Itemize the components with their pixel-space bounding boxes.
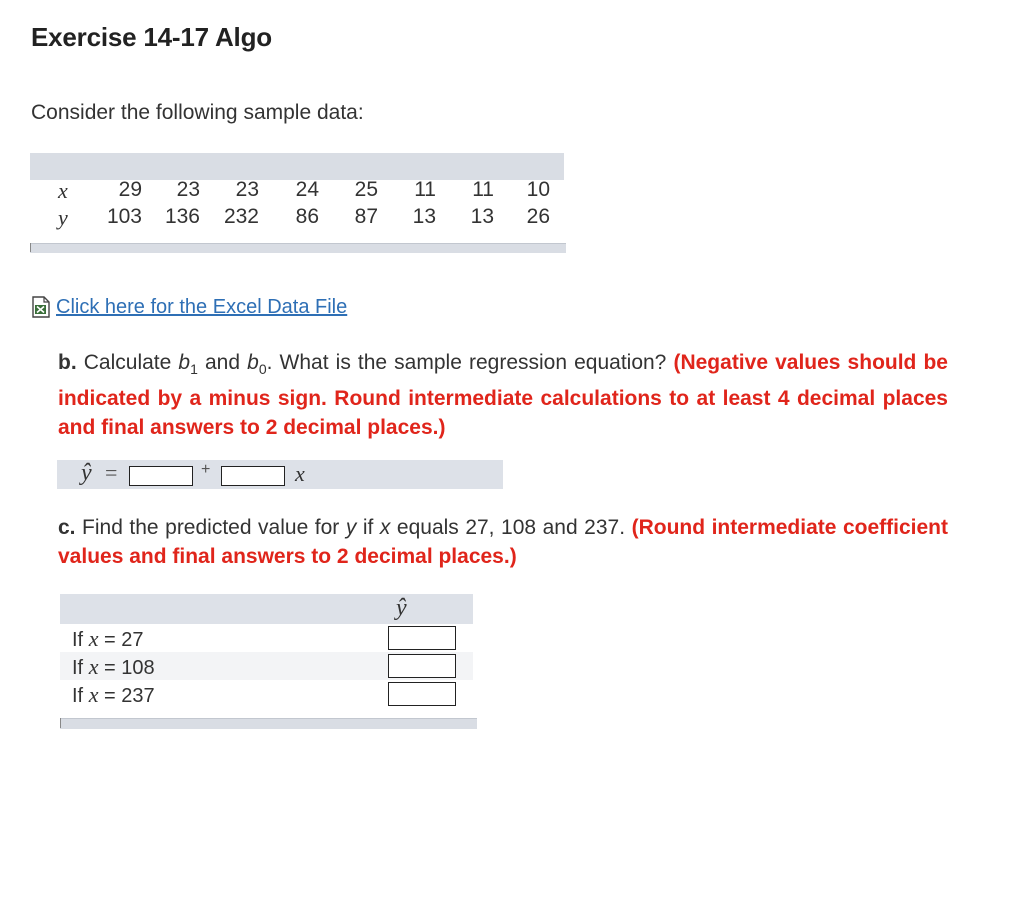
if-text: if: [362, 516, 374, 539]
y-hat-header: ŷ: [396, 595, 407, 621]
x-cell: 25: [354, 178, 378, 201]
prediction-table-footer: [60, 718, 477, 729]
x-cell: 24: [295, 178, 319, 201]
equals-sign: =: [105, 460, 118, 485]
excel-link-row: [30, 294, 347, 320]
y-cell: 87: [354, 205, 378, 228]
prediction-input-237[interactable]: [388, 682, 456, 706]
and-text: and: [205, 351, 241, 374]
x-cell: 11: [472, 178, 494, 201]
b1-symbol: $b_1$: [178, 351, 198, 378]
regression-equation: [57, 460, 503, 489]
question-c-text-2: equals 27, 108 and 237.: [396, 516, 626, 539]
question-b-label: b.: [58, 351, 77, 374]
y-cell: 136: [164, 205, 200, 228]
y-cell: 232: [223, 205, 259, 228]
y-cell: 86: [295, 205, 319, 228]
prediction-input-108[interactable]: [388, 654, 456, 678]
x-cell: 23: [176, 178, 200, 201]
y-cell: 103: [106, 205, 142, 228]
row-label-x: x: [58, 178, 68, 203]
instruction-c: (Round intermediate coefficient values and final answers to 2 decimal places.): [58, 516, 948, 568]
row-label: If x = 108: [72, 654, 155, 679]
x-variable: x: [295, 461, 305, 486]
y-cell: 26: [526, 205, 550, 228]
question-c-label: c.: [58, 516, 76, 539]
prediction-table-header: [60, 594, 473, 624]
page-title: Exercise 14-17 Algo: [31, 22, 272, 52]
y-cell: 13: [470, 205, 494, 228]
question-c-text: Find the predicted value for: [82, 516, 340, 539]
y-variable: y: [345, 516, 357, 539]
data-table-footer: [30, 243, 566, 253]
excel-data-file-link[interactable]: Click here for the Excel Data File: [56, 295, 348, 318]
question-b-text: Calculate: [83, 351, 172, 374]
row-label-y: y: [58, 205, 68, 230]
b0-symbol: $b_0$: [247, 351, 267, 378]
table-row: [60, 624, 473, 652]
table-row: [60, 680, 473, 708]
excel-file-icon: [30, 296, 52, 318]
row-label: If x = 237: [72, 682, 155, 707]
x-cell: 23: [235, 178, 259, 201]
plus-sign: +: [201, 461, 211, 478]
question-c: [58, 513, 948, 571]
data-table-header: [30, 153, 564, 180]
y-hat-symbol: ŷ: [81, 460, 92, 486]
question-b-text-2: . What is the sample regression equation?: [266, 351, 667, 374]
y-cell: 13: [412, 205, 436, 228]
x-cell: 10: [526, 178, 550, 201]
x-cell: 11: [414, 178, 436, 201]
row-label: If x = 27: [72, 626, 144, 651]
prediction-input-27[interactable]: [388, 626, 456, 650]
table-row: [60, 652, 473, 680]
x-variable: x: [379, 516, 391, 539]
intercept-input[interactable]: [129, 466, 193, 486]
x-cell: 29: [118, 178, 142, 201]
slope-input[interactable]: [221, 466, 285, 486]
instruction-b: (Negative values should be indicated by a minus sign. Round intermediate calculations to at least 4 decimal places and final answers to 2 decimal places.): [58, 351, 948, 440]
question-b: [58, 348, 948, 442]
intro-text: Consider the following sample data:: [31, 101, 364, 124]
